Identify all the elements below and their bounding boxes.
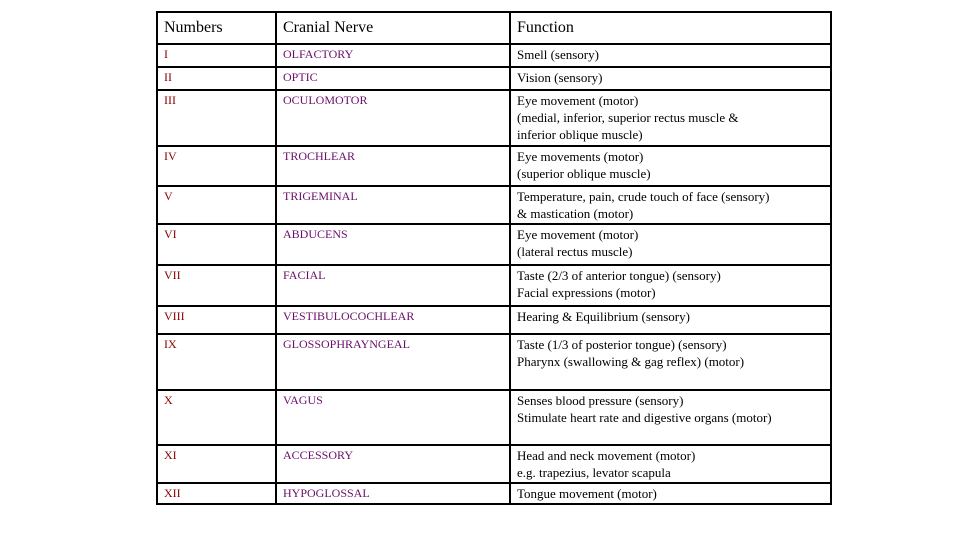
nerve-function — [510, 90, 831, 146]
nerve-function — [510, 306, 831, 334]
nerve-name: OLFACTORY — [276, 44, 510, 67]
function-line: Eye movements (motor) — [517, 149, 644, 164]
function-line: Hearing & Equilibrium (sensory) — [517, 309, 690, 324]
function-line: Head and neck movement (motor) — [517, 448, 696, 463]
nerve-number: X — [157, 390, 276, 445]
nerve-function — [510, 186, 831, 224]
nerve-number: V — [157, 186, 276, 224]
nerve-name: ABDUCENS — [276, 224, 510, 265]
table-row — [157, 186, 831, 224]
nerve-function — [510, 334, 831, 390]
function-line: Senses blood pressure (sensory) — [517, 393, 684, 408]
nerve-name: ACCESSORY — [276, 445, 510, 483]
nerve-number: VI — [157, 224, 276, 265]
function-line: Taste (1/3 of posterior tongue) (sensory) — [517, 337, 727, 352]
nerve-function — [510, 146, 831, 186]
table-row — [157, 67, 831, 90]
nerve-function — [510, 390, 831, 445]
function-line: Stimulate heart rate and digestive organs (motor) — [517, 410, 772, 425]
nerve-number: XII — [157, 483, 276, 504]
nerve-number: IX — [157, 334, 276, 390]
table-row — [157, 334, 831, 390]
table-row — [157, 306, 831, 334]
nerve-function — [510, 483, 831, 504]
nerve-function — [510, 265, 831, 306]
nerve-name: OCULOMOTOR — [276, 90, 510, 146]
table-header-row — [157, 12, 831, 44]
nerve-name: VESTIBULOCOCHLEAR — [276, 306, 510, 334]
nerve-number: II — [157, 67, 276, 90]
table-row — [157, 445, 831, 483]
function-line: & mastication (motor) — [517, 206, 634, 221]
nerve-number: VII — [157, 265, 276, 306]
table-row — [157, 44, 831, 67]
header-cranial-nerve: Cranial Nerve — [276, 12, 510, 44]
function-line: Facial expressions (motor) — [517, 285, 656, 300]
function-line: Temperature, pain, crude touch of face (sensory) — [517, 189, 770, 204]
function-line: Eye movement (motor) — [517, 227, 639, 242]
table-row — [157, 390, 831, 445]
nerve-number: VIII — [157, 306, 276, 334]
function-line: Smell (sensory) — [517, 47, 599, 62]
table-row — [157, 265, 831, 306]
nerve-function — [510, 224, 831, 265]
nerve-function — [510, 67, 831, 90]
nerve-number: I — [157, 44, 276, 67]
table-row — [157, 90, 831, 146]
function-line: Tongue movement (motor) — [517, 486, 657, 501]
cranial-nerves-table — [156, 11, 832, 505]
nerve-name: HYPOGLOSSAL — [276, 483, 510, 504]
nerve-name: FACIAL — [276, 265, 510, 306]
nerve-name: OPTIC — [276, 67, 510, 90]
function-line: Taste (2/3 of anterior tongue) (sensory) — [517, 268, 721, 283]
function-line: Pharynx (swallowing & gag reflex) (motor) — [517, 354, 745, 369]
nerve-number: III — [157, 90, 276, 146]
function-line: Vision (sensory) — [517, 70, 603, 85]
nerve-number: XI — [157, 445, 276, 483]
header-function: Function — [510, 12, 831, 44]
function-line: Eye movement (motor) — [517, 93, 639, 108]
table-row — [157, 224, 831, 265]
table-row — [157, 483, 831, 504]
nerve-name: GLOSSOPHRAYNGEAL — [276, 334, 510, 390]
function-line: (medial, inferior, superior rectus muscle & — [517, 110, 739, 125]
nerve-name: TROCHLEAR — [276, 146, 510, 186]
table-row — [157, 146, 831, 186]
nerve-name: VAGUS — [276, 390, 510, 445]
nerve-function — [510, 445, 831, 483]
function-line: (superior oblique muscle) — [517, 166, 651, 181]
nerve-function — [510, 44, 831, 67]
nerve-name: TRIGEMINAL — [276, 186, 510, 224]
function-line: e.g. trapezius, levator scapula — [517, 465, 671, 480]
nerve-number: IV — [157, 146, 276, 186]
header-numbers: Numbers — [157, 12, 276, 44]
function-line: inferior oblique muscle) — [517, 127, 643, 142]
function-line: (lateral rectus muscle) — [517, 244, 633, 259]
